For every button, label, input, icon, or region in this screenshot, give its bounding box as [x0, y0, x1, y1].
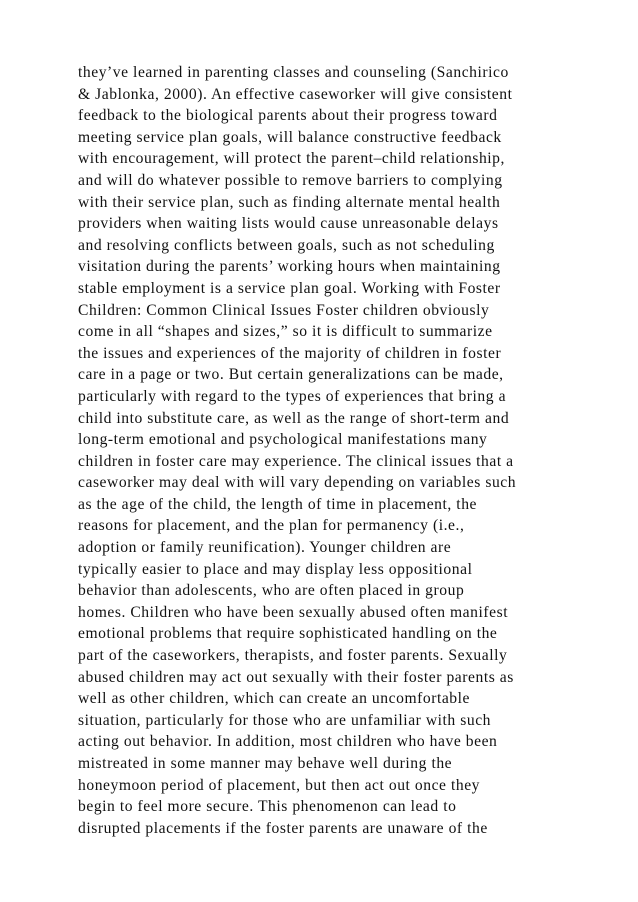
text-line: with their service plan, such as finding alternate mental health — [78, 193, 501, 211]
text-line: adoption or family reunification). Younger children are — [78, 539, 452, 557]
text-line: feedback to the biological parents about their progress toward — [78, 107, 498, 125]
text-line: & Jablonka, 2000). An effective caseworker will give consistent — [78, 85, 513, 103]
text-line: as the age of the child, the length of time in placement, the — [78, 495, 478, 513]
text-line: begin to feel more secure. This phenomenon can lead to — [78, 798, 457, 816]
text-line: long-term emotional and psychological manifestations many — [78, 431, 488, 449]
text-line: typically easier to place and may display less oppositional — [78, 560, 473, 578]
text-line: homes. Children who have been sexually abused often manifest — [78, 603, 509, 621]
text-line: child into substitute care, as well as the range of short-term and — [78, 409, 510, 427]
text-line: acting out behavior. In addition, most children who have been — [78, 733, 498, 751]
text-line: reasons for placement, and the plan for permanency (i.e., — [78, 517, 465, 535]
text-line: caseworker may deal with will vary depending on variables such — [78, 474, 517, 492]
text-line: the issues and experiences of the majority of children in foster — [78, 344, 502, 362]
text-line: emotional problems that require sophisticated handling on the — [78, 625, 498, 643]
body-text — [78, 62, 638, 839]
text-line: stable employment is a service plan goal. Working with Foster — [78, 279, 501, 297]
text-line: part of the caseworkers, therapists, and foster parents. Sexually — [78, 647, 508, 665]
text-line: particularly with regard to the types of experiences that bring a — [78, 387, 507, 405]
text-line: and resolving conflicts between goals, such as not scheduling — [78, 236, 495, 254]
text-line: abused children may act out sexually with their foster parents as — [78, 668, 514, 686]
text-line: meeting service plan goals, will balance constructive feedback — [78, 128, 502, 146]
text-line: situation, particularly for those who are unfamiliar with such — [78, 711, 492, 729]
text-line: come in all “shapes and sizes,” so it is difficult to summarize — [78, 323, 493, 341]
text-line: children in foster care may experience. The clinical issues that a — [78, 452, 514, 470]
text-line: care in a page or two. But certain generalizations can be made, — [78, 366, 504, 384]
text-line: Children: Common Clinical Issues Foster children obviously — [78, 301, 490, 319]
text-line: visitation during the parents’ working hours when maintaining — [78, 258, 501, 276]
text-line: honeymoon period of placement, but then act out once they — [78, 776, 481, 794]
text-line: disrupted placements if the foster parents are unaware of the — [78, 819, 488, 837]
text-line: they’ve learned in parenting classes and counseling (Sanchirico — [78, 64, 509, 81]
text-line: providers when waiting lists would cause unreasonable delays — [78, 215, 499, 233]
text-line: behavior than adolescents, who are often placed in group — [78, 582, 465, 600]
text-line: with encouragement, will protect the parent–child relationship, — [78, 150, 505, 168]
text-line: mistreated in some manner may behave well during the — [78, 755, 453, 772]
text-line: well as other children, which can create an uncomfortable — [78, 690, 471, 708]
text-line: and will do whatever possible to remove barriers to complying — [78, 171, 503, 189]
